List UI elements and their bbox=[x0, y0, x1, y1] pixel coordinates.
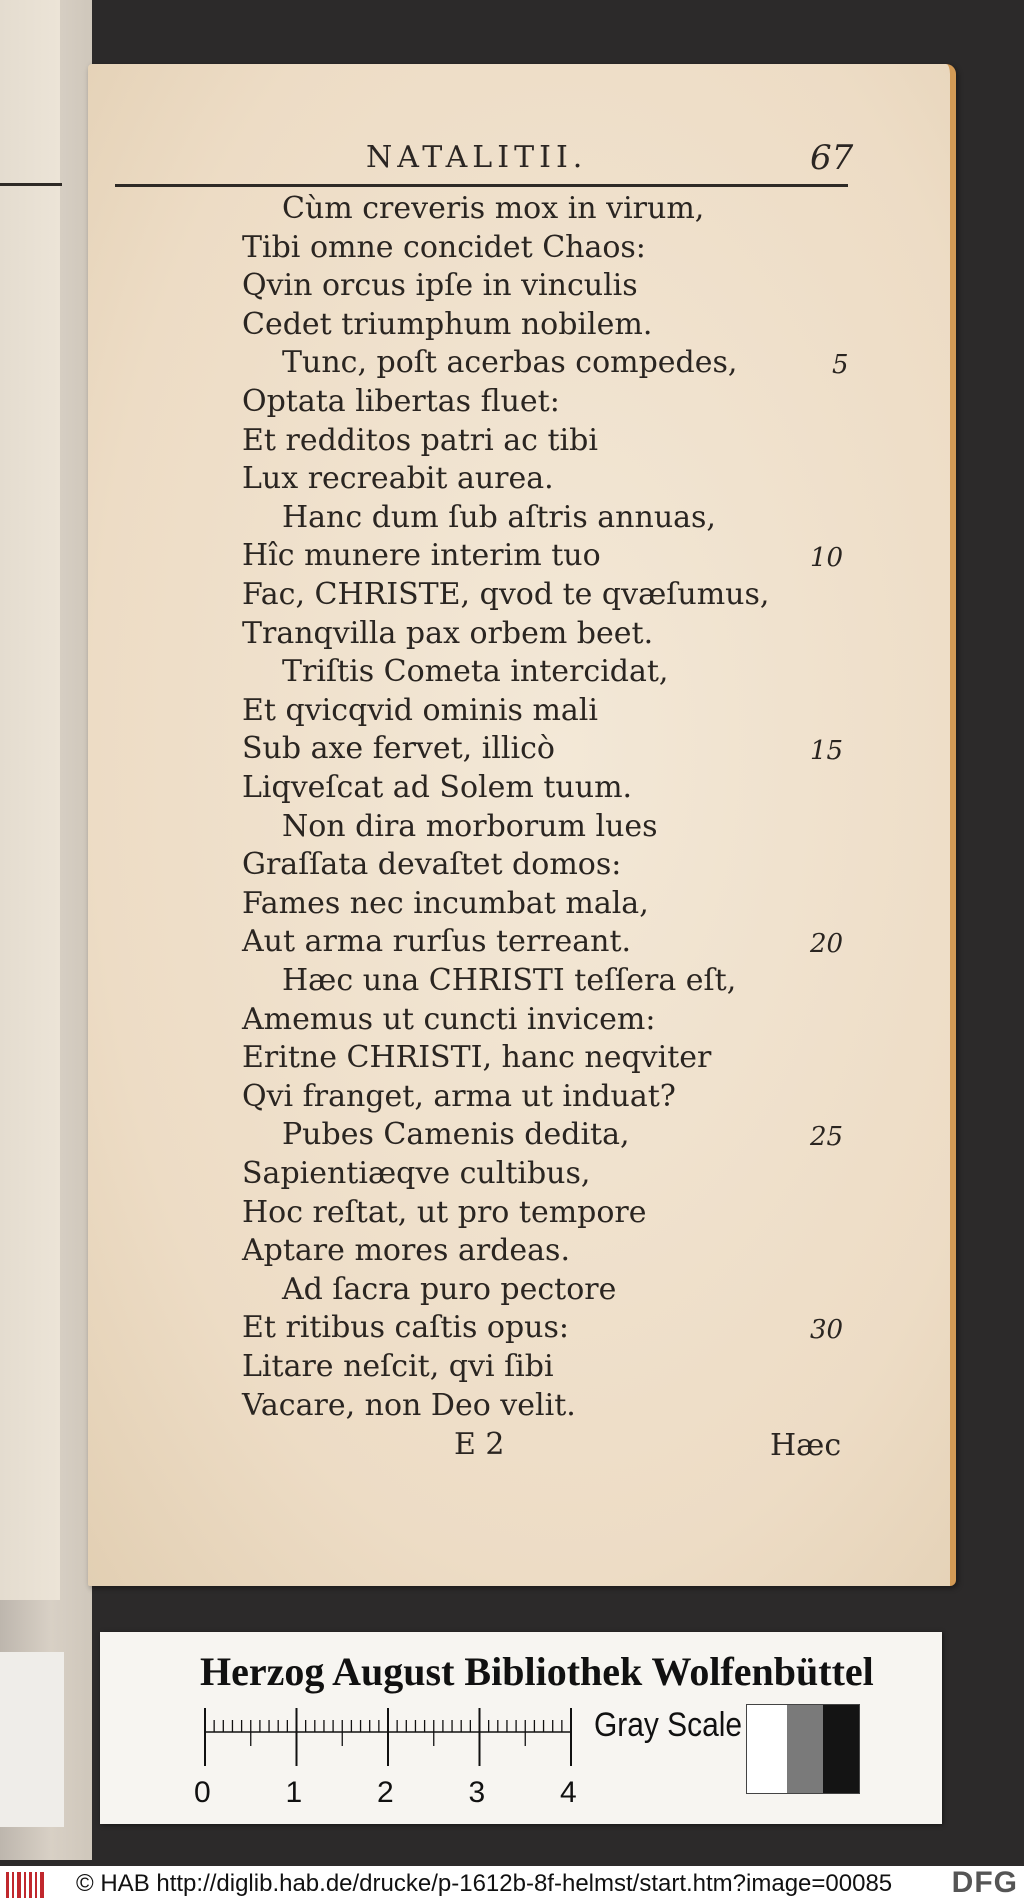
ruler-label: 0 bbox=[194, 1776, 211, 1809]
poem-line: Tunc, poſt acerbas compedes, bbox=[282, 345, 738, 381]
gray-scale-label: Gray Scale bbox=[594, 1706, 743, 1744]
poem-line: Litare neſcit, qvi ſibi bbox=[242, 1349, 554, 1384]
poem-line: Hîc munere interim tuo bbox=[242, 538, 601, 574]
gray-swatch bbox=[787, 1705, 823, 1793]
poem-line: Fames nec incumbat mala, bbox=[242, 885, 649, 921]
line-number: 10 bbox=[810, 543, 844, 574]
poem-line: Qvin orcus ipſe in vinculis bbox=[242, 268, 638, 304]
poem-line: Triſtis Cometa intercidat, bbox=[282, 654, 669, 690]
poem-line: Cùm creveris mox in virum, bbox=[282, 191, 705, 226]
poem-line: Hanc dum ſub aſtris annuas, bbox=[282, 499, 716, 535]
ruler-labels bbox=[190, 1774, 590, 1814]
poem-line: Cedet triumphum nobilem. bbox=[242, 306, 653, 342]
gray-swatch bbox=[823, 1705, 859, 1793]
poem-line: Hoc reſtat, ut pro tempore bbox=[242, 1194, 647, 1230]
line-number: 25 bbox=[810, 1122, 844, 1153]
dfg-logo: DFG bbox=[951, 1866, 1018, 1899]
library-name: Herzog August Bibliothek Wolfenbüttel bbox=[200, 1649, 874, 1694]
poem-line: Amemus ut cuncti invicem: bbox=[242, 1001, 656, 1037]
poem-line: Eritne CHRISTI, hanc neqviter bbox=[242, 1040, 712, 1076]
line-number: 15 bbox=[810, 736, 844, 767]
adjacent-card bbox=[0, 1652, 64, 1827]
line-number: 30 bbox=[810, 1315, 844, 1346]
poem-line: Liqveſcat ad Solem tuum. bbox=[242, 770, 633, 805]
poem-line: Vacare, non Deo velit. bbox=[242, 1387, 576, 1423]
catchword: Hæc bbox=[770, 1428, 842, 1463]
line-number: 20 bbox=[810, 929, 844, 960]
gray-scale-swatches bbox=[746, 1704, 860, 1794]
poem-line: Hæc una CHRISTI teſſera eſt, bbox=[282, 963, 737, 998]
ruler-label: 3 bbox=[468, 1776, 486, 1809]
signature-mark: E 2 bbox=[454, 1427, 505, 1462]
poem-line: Et ritibus caſtis opus: bbox=[242, 1310, 569, 1346]
ruler-label: 1 bbox=[285, 1776, 303, 1809]
poem-line: Tibi omne concidet Chaos: bbox=[242, 229, 646, 265]
page-number: 67 bbox=[810, 138, 854, 178]
poem-line: Et qvicqvid ominis mali bbox=[242, 692, 599, 728]
footer-bar bbox=[0, 1866, 1024, 1904]
poem-line: Sapientiæqve cultibus, bbox=[242, 1156, 591, 1191]
poem-line: Tranqvilla pax orbem beet. bbox=[242, 615, 654, 651]
poem-line: Ad ſacra puro pectore bbox=[282, 1271, 617, 1307]
poem-line: Qvi franget, arma ut induat? bbox=[242, 1078, 676, 1114]
ruler-scale bbox=[204, 1706, 576, 1770]
ruler-label: 2 bbox=[377, 1776, 394, 1809]
poem-line: Et redditos patri ac tibi bbox=[242, 422, 598, 458]
running-head: NATALITII. bbox=[366, 140, 588, 175]
barcode-logo-icon bbox=[6, 1870, 46, 1900]
gray-swatch bbox=[747, 1705, 787, 1793]
poem-line: Sub axe fervet, illicò bbox=[242, 731, 555, 767]
poem-line: Pubes Camenis dedita, bbox=[282, 1117, 630, 1153]
poem-line: Lux recreabit aurea. bbox=[242, 461, 554, 497]
ruler-label: 4 bbox=[560, 1776, 577, 1809]
line-number: 5 bbox=[832, 350, 849, 381]
poem-line: Aptare mores ardeas. bbox=[242, 1233, 570, 1269]
poem-line: Graſſata devaſtet domos: bbox=[242, 847, 622, 883]
poem-line: Fac, CHRISTE, qvod te qvæſumus, bbox=[242, 577, 770, 612]
color-calibration-card bbox=[100, 1632, 942, 1824]
poem-line: Non dira morborum lues bbox=[282, 808, 658, 844]
poem-line: Optata libertas fluet: bbox=[242, 384, 560, 419]
poem-line: Aut arma rurſus terreant. bbox=[242, 924, 632, 960]
footer-url[interactable]: © HAB http://diglib.hab.de/drucke/p-1612b-8f-helmst/start.htm?image=00085 bbox=[76, 1870, 893, 1897]
